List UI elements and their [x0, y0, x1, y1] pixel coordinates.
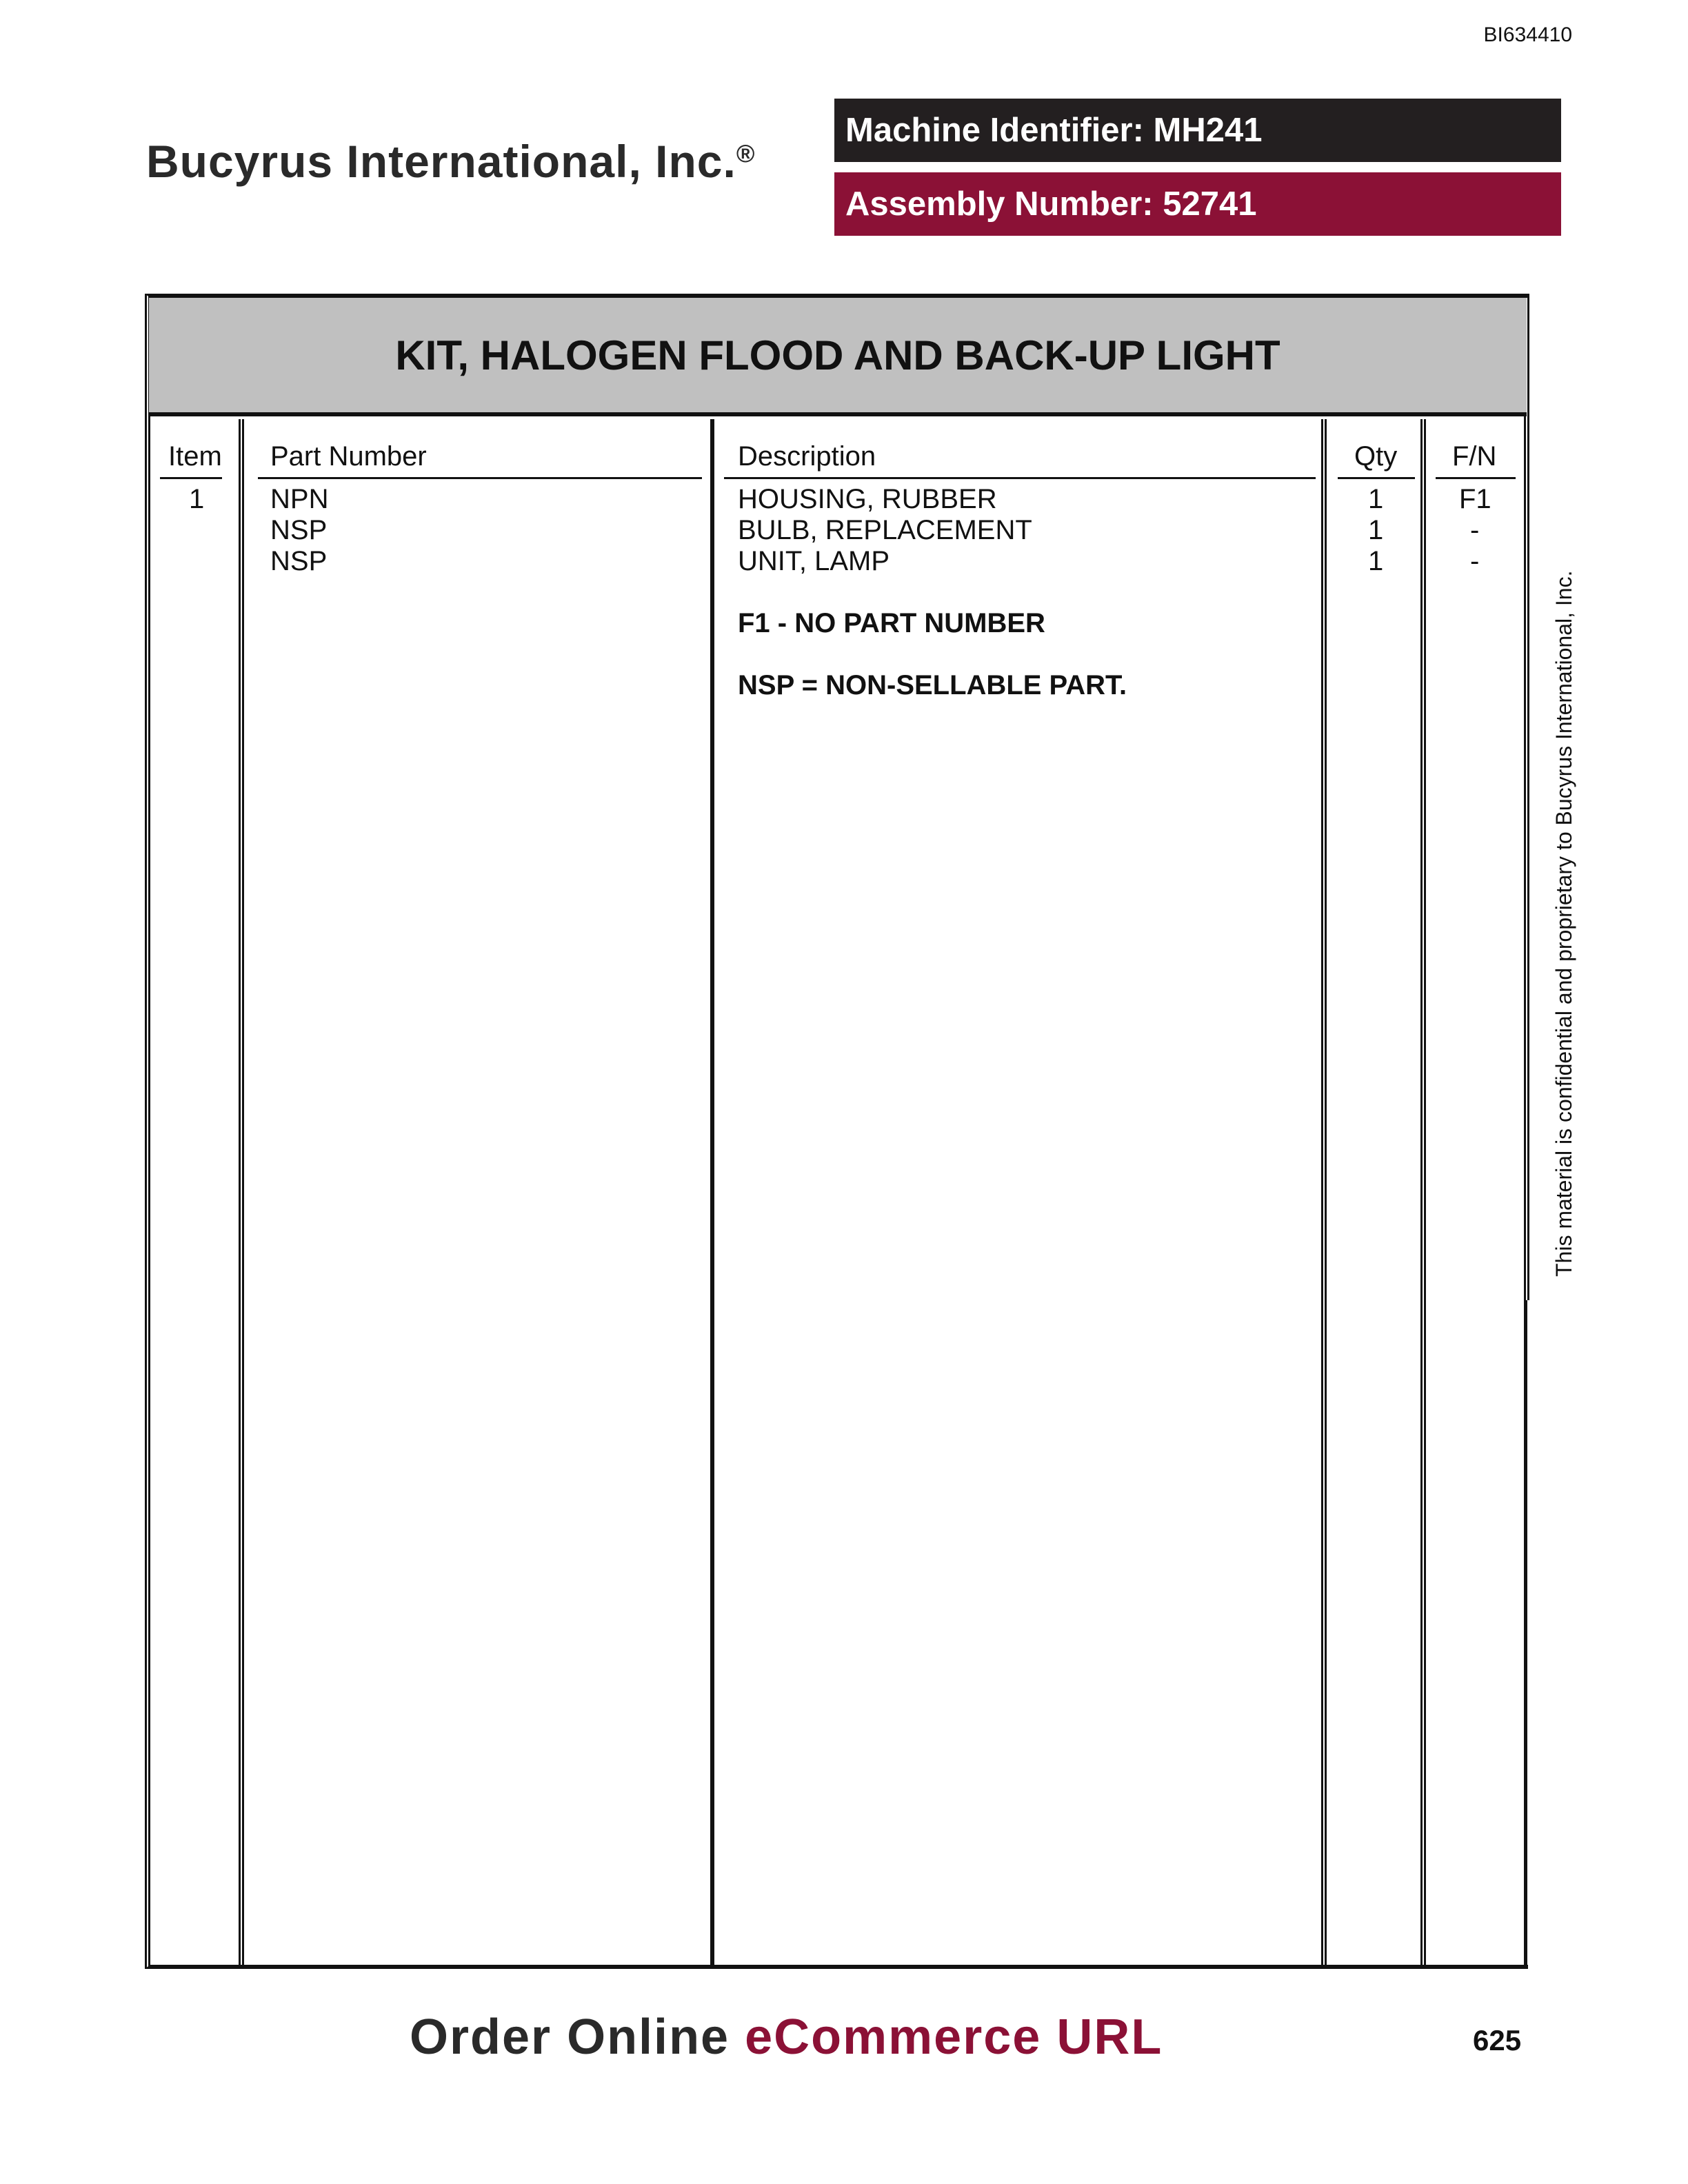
divider-description-qty: [1321, 419, 1327, 1965]
note-nsp: NSP = NON-SELLABLE PART.: [738, 670, 1127, 700]
row-2-part-number: NSP: [270, 515, 328, 545]
frame-right-edge-upper: [1524, 294, 1529, 1300]
divider-part-description: [710, 419, 714, 1965]
confidentiality-note: This material is confidential and proprietary to Bucyrus International, Inc.: [1551, 570, 1576, 1277]
row-2-description: BULB, REPLACEMENT: [738, 515, 1032, 545]
row-2-fn: -: [1470, 515, 1480, 545]
registered-mark: ®: [736, 139, 756, 168]
order-online-banner: [410, 2009, 1163, 2065]
header-rule-fn: [1436, 477, 1516, 479]
machine-identifier: Machine Identifier: MH241: [834, 99, 1561, 162]
row-3-description: UNIT, LAMP: [738, 546, 890, 576]
divider-item-part: [239, 419, 244, 1965]
divider-qty-fn: [1420, 419, 1426, 1965]
company-name-text: Bucyrus International, Inc.: [146, 136, 736, 187]
page-title: KIT, HALOGEN FLOOD AND BACK-UP LIGHT: [395, 332, 1280, 378]
row-1-description: HOUSING, RUBBER: [738, 484, 997, 514]
row-1-fn: F1: [1459, 484, 1491, 514]
assembly-number: Assembly Number: 52741: [834, 172, 1561, 236]
title-band: [149, 298, 1527, 416]
row-1-qty: 1: [1368, 484, 1384, 514]
document-id: BI634410: [1483, 23, 1572, 46]
column-header-part-number: Part Number: [270, 441, 427, 472]
row-3-part-number: NSP: [270, 546, 328, 576]
header-rule-qty: [1338, 477, 1415, 479]
row-3-fn: -: [1470, 546, 1480, 576]
page-number: 625: [1473, 2024, 1522, 2056]
ecommerce-url-text: eCommerce URL: [745, 2010, 1163, 2065]
order-online-text: Order Online: [410, 2010, 730, 2065]
row-1-part-number: NPN: [270, 484, 329, 514]
row-1-item: 1: [189, 484, 205, 514]
header-rule-description: [724, 477, 1316, 479]
note-f1: F1 - NO PART NUMBER: [738, 608, 1045, 638]
column-header-fn: F/N: [1452, 441, 1497, 472]
column-header-item: Item: [168, 441, 222, 472]
frame-right-edge-lower: [1524, 1300, 1527, 1969]
row-2-qty: 1: [1368, 515, 1384, 545]
column-header-qty: Qty: [1354, 441, 1398, 472]
company-name: [146, 135, 755, 188]
column-header-description: Description: [738, 441, 876, 472]
header-rule-part-number: [258, 477, 702, 479]
row-3-qty: 1: [1368, 546, 1384, 576]
header-rule-item: [160, 477, 222, 479]
